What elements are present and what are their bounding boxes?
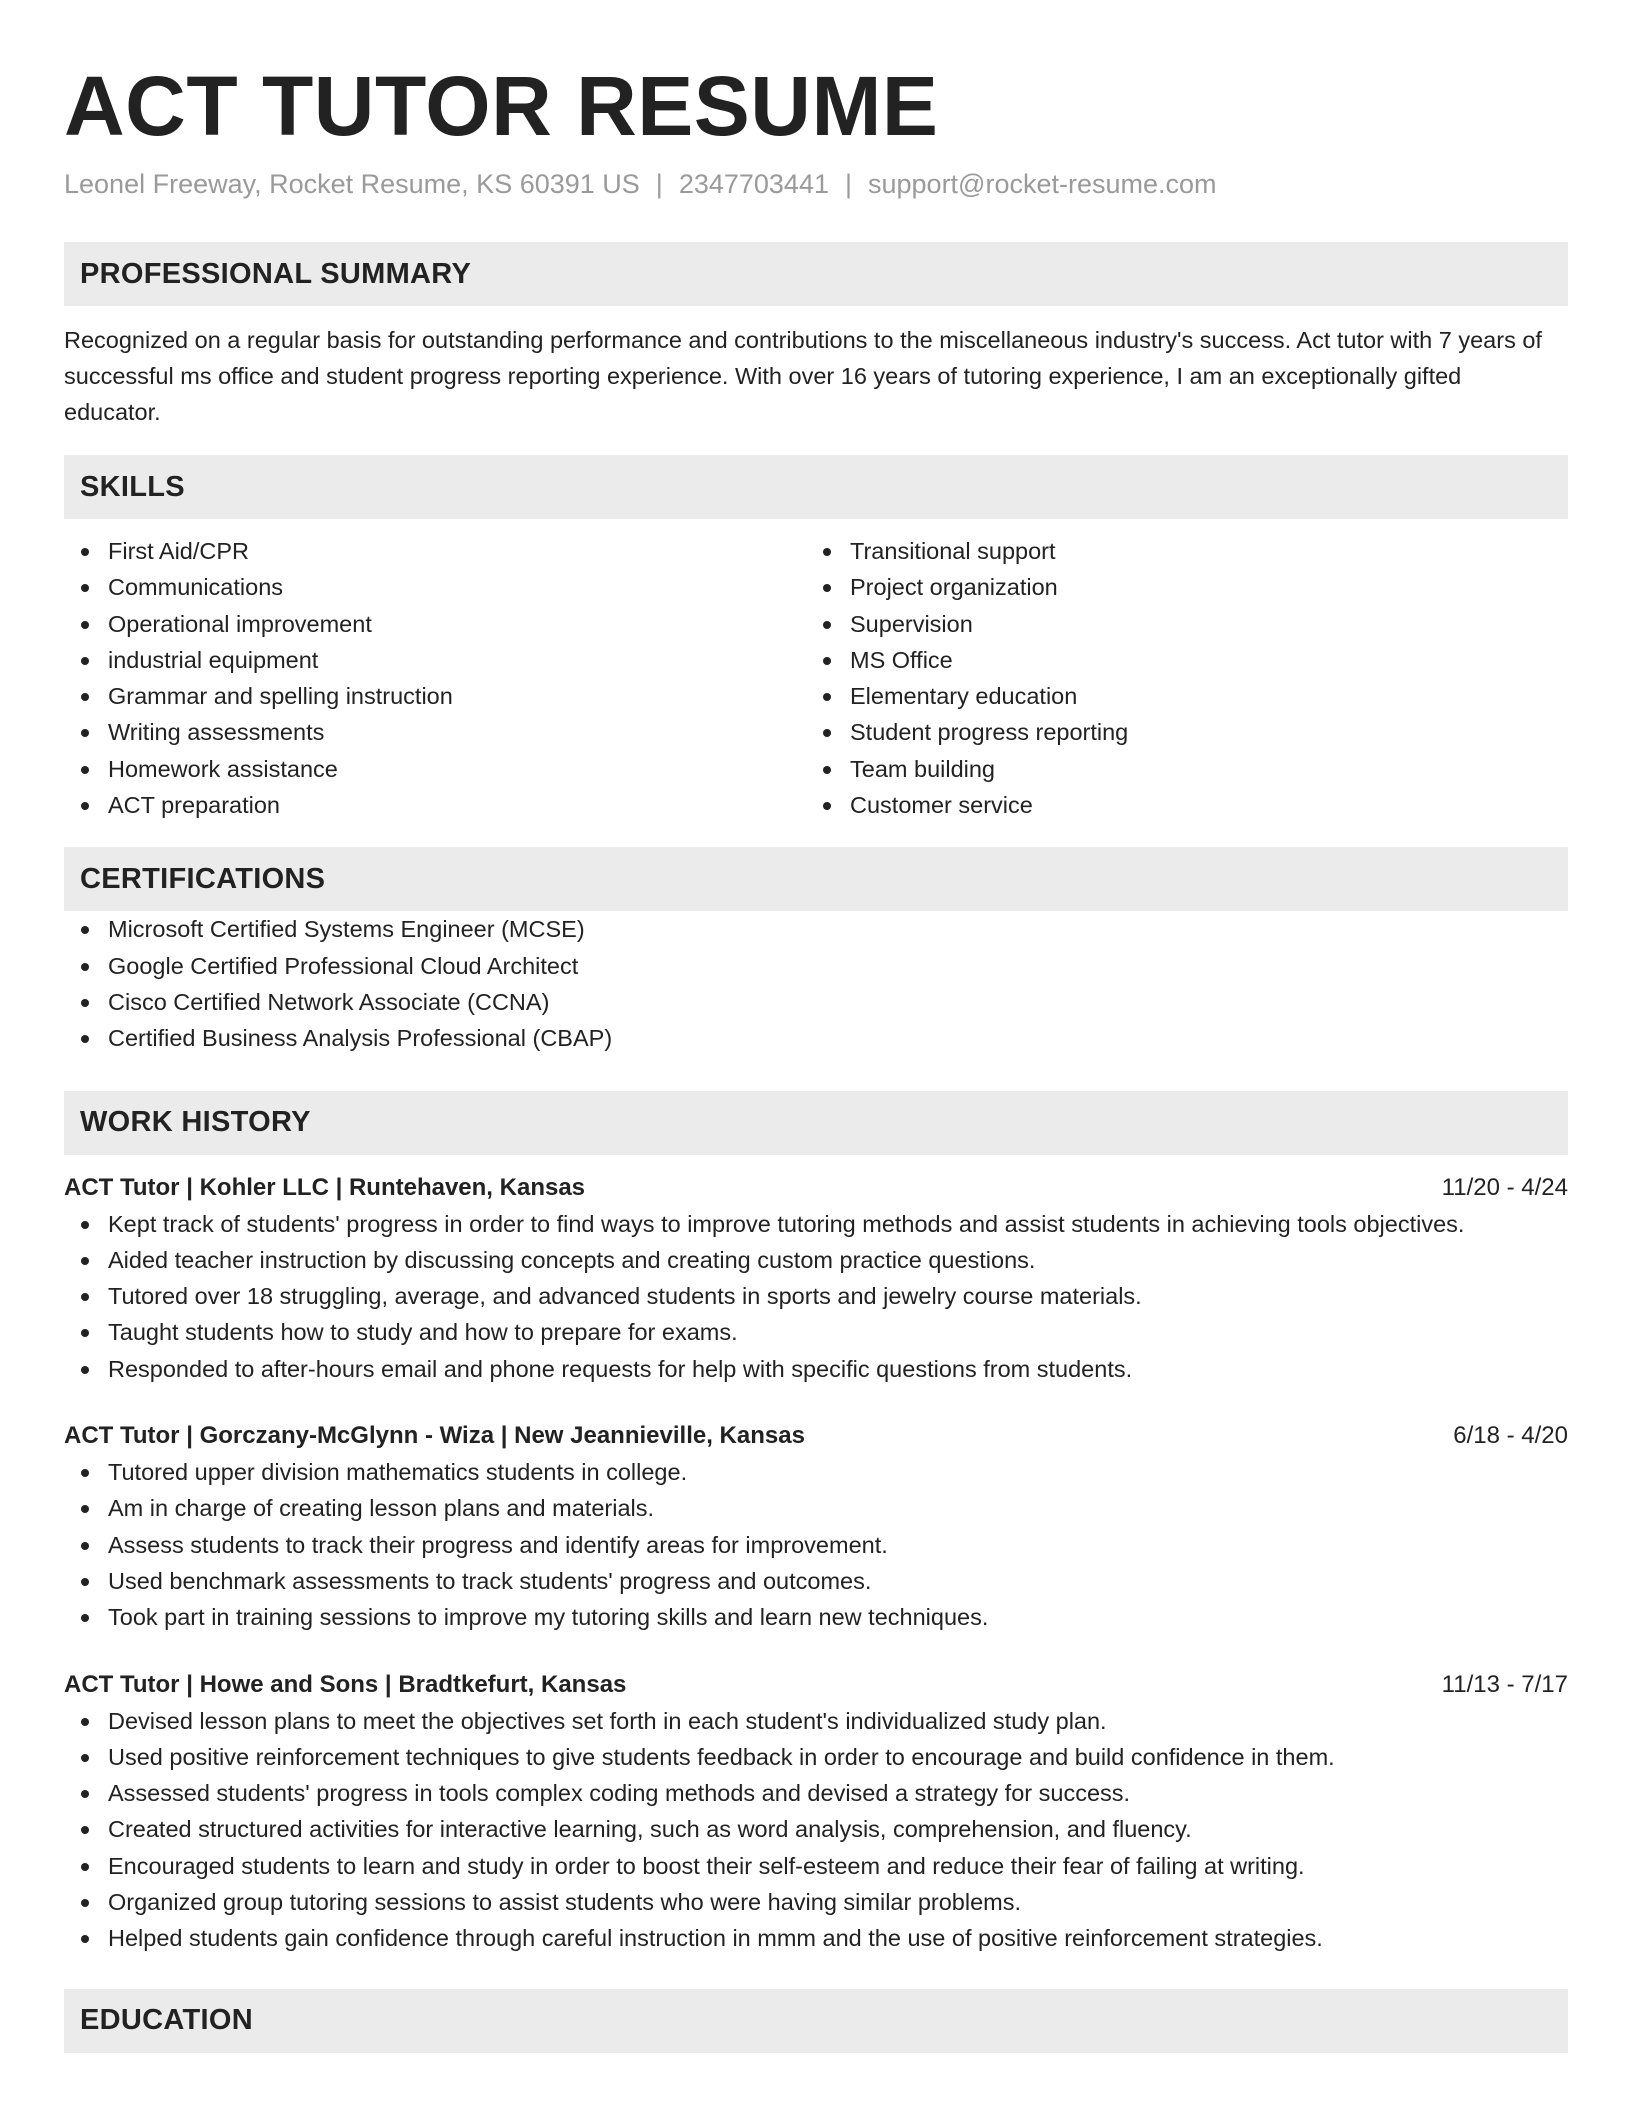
summary-text: Recognized on a regular basis for outstanding performance and contributions to the miscellaneous industry's success. Act tutor with 7 years of successful ms office and student progress reporting experience. With over 16 years of tutoring experience, I am an exceptionally gifted educator. xyxy=(64,327,1542,425)
job-bullet: Assess students to track their progress and identify areas for improvement. xyxy=(64,1527,1568,1563)
job-bullet: Took part in training sessions to improve my tutoring skills and learn new techniques. xyxy=(64,1599,1568,1635)
job-dates: 11/20 - 4/24 xyxy=(1441,1173,1568,1201)
section-heading-skills: SKILLS xyxy=(64,455,1568,519)
skill-item: Transitional support xyxy=(806,533,1548,569)
skill-item: Student progress reporting xyxy=(806,714,1548,750)
skill-item: Supervision xyxy=(806,606,1548,642)
job-bullet: Taught students how to study and how to prepare for exams. xyxy=(64,1314,1568,1350)
job-bullets xyxy=(64,1454,1568,1635)
job-bullet: Used benchmark assessments to track students' progress and outcomes. xyxy=(64,1563,1568,1599)
job-title: ACT Tutor | Howe and Sons | Bradtkefurt, Kansas xyxy=(64,1670,627,1698)
job-bullet: Responded to after-hours email and phone requests for help with specific questions from students. xyxy=(64,1351,1568,1387)
section-heading-education: EDUCATION xyxy=(64,1989,1568,2053)
job-bullet: Encouraged students to learn and study in order to boost their self-esteem and reduce their fear of failing at writing. xyxy=(64,1848,1568,1884)
job-dates: 6/18 - 4/20 xyxy=(1453,1422,1568,1450)
resume-title: ACT TUTOR RESUME xyxy=(64,59,939,153)
skill-item: Team building xyxy=(806,751,1548,787)
skill-item: First Aid/CPR xyxy=(64,533,806,569)
job-entry xyxy=(64,1667,1568,1957)
skill-item: Grammar and spelling instruction xyxy=(64,678,806,714)
certification-item: Microsoft Certified Systems Engineer (MCSE) xyxy=(64,911,1568,947)
job-header xyxy=(64,1667,1568,1703)
job-bullet: Am in charge of creating lesson plans and materials. xyxy=(64,1490,1568,1526)
skill-item: Elementary education xyxy=(806,678,1548,714)
section-heading-work-history: WORK HISTORY xyxy=(64,1091,1568,1155)
job-bullets xyxy=(64,1206,1568,1387)
resume-page xyxy=(64,0,1568,2053)
skill-item: Project organization xyxy=(806,569,1548,605)
skill-item: Customer service xyxy=(806,787,1548,823)
contact-email: support@rocket-resume.com xyxy=(868,169,1217,199)
certifications-list xyxy=(64,911,1568,1056)
job-header xyxy=(64,1418,1568,1454)
certification-item: Certified Business Analysis Professional (CBAP) xyxy=(64,1020,1568,1056)
job-bullet: Helped students gain confidence through careful instruction in mmm and the use of positive reinforcement strategies. xyxy=(64,1920,1568,1956)
section-heading-summary: PROFESSIONAL SUMMARY xyxy=(64,242,1568,306)
skill-item: Communications xyxy=(64,569,806,605)
job-title: ACT Tutor | Gorczany-McGlynn - Wiza | New Jeannieville, Kansas xyxy=(64,1422,805,1450)
section-heading-certifications: CERTIFICATIONS xyxy=(64,847,1568,911)
skill-item: Writing assessments xyxy=(64,714,806,750)
job-bullet: Tutored over 18 struggling, average, and advanced students in sports and jewelry course materials. xyxy=(64,1278,1568,1314)
job-bullet: Assessed students' progress in tools complex coding methods and devised a strategy for success. xyxy=(64,1775,1568,1811)
job-bullet: Devised lesson plans to meet the objectives set forth in each student's individualized study plan. xyxy=(64,1703,1568,1739)
job-bullet: Created structured activities for interactive learning, such as word analysis, comprehension, and fluency. xyxy=(64,1811,1568,1847)
job-bullet: Aided teacher instruction by discussing concepts and creating custom practice questions. xyxy=(64,1242,1568,1278)
certification-item: Google Certified Professional Cloud Architect xyxy=(64,948,1568,984)
job-title: ACT Tutor | Kohler LLC | Runtehaven, Kansas xyxy=(64,1173,586,1201)
skills-column-right xyxy=(806,533,1548,823)
skill-item: Homework assistance xyxy=(64,751,806,787)
contact-separator: | xyxy=(844,169,852,199)
job-dates: 11/13 - 7/17 xyxy=(1441,1670,1568,1698)
job-bullet: Used positive reinforcement techniques to give students feedback in order to encourage and build confidence in them. xyxy=(64,1739,1568,1775)
skill-item: MS Office xyxy=(806,642,1548,678)
contact-phone: 2347703441 xyxy=(678,169,829,199)
job-bullet: Kept track of students' progress in order to find ways to improve tutoring methods and assist students in achieving tools objectives. xyxy=(64,1206,1568,1242)
skill-item: ACT preparation xyxy=(64,787,806,823)
skill-item: Operational improvement xyxy=(64,606,806,642)
skill-item: industrial equipment xyxy=(64,642,806,678)
skills-column-left xyxy=(64,533,806,823)
contact-separator: | xyxy=(655,169,663,199)
job-bullet: Organized group tutoring sessions to assist students who were having similar problems. xyxy=(64,1884,1568,1920)
job-bullet: Tutored upper division mathematics students in college. xyxy=(64,1454,1568,1490)
job-header xyxy=(64,1170,1568,1206)
certification-item: Cisco Certified Network Associate (CCNA) xyxy=(64,984,1568,1020)
job-bullets xyxy=(64,1703,1568,1957)
job-entry xyxy=(64,1170,1568,1387)
job-entry xyxy=(64,1418,1568,1635)
contact-address: Leonel Freeway, Rocket Resume, KS 60391 US xyxy=(64,169,640,199)
contact-line xyxy=(64,166,1568,202)
skills-grid xyxy=(64,533,1568,823)
